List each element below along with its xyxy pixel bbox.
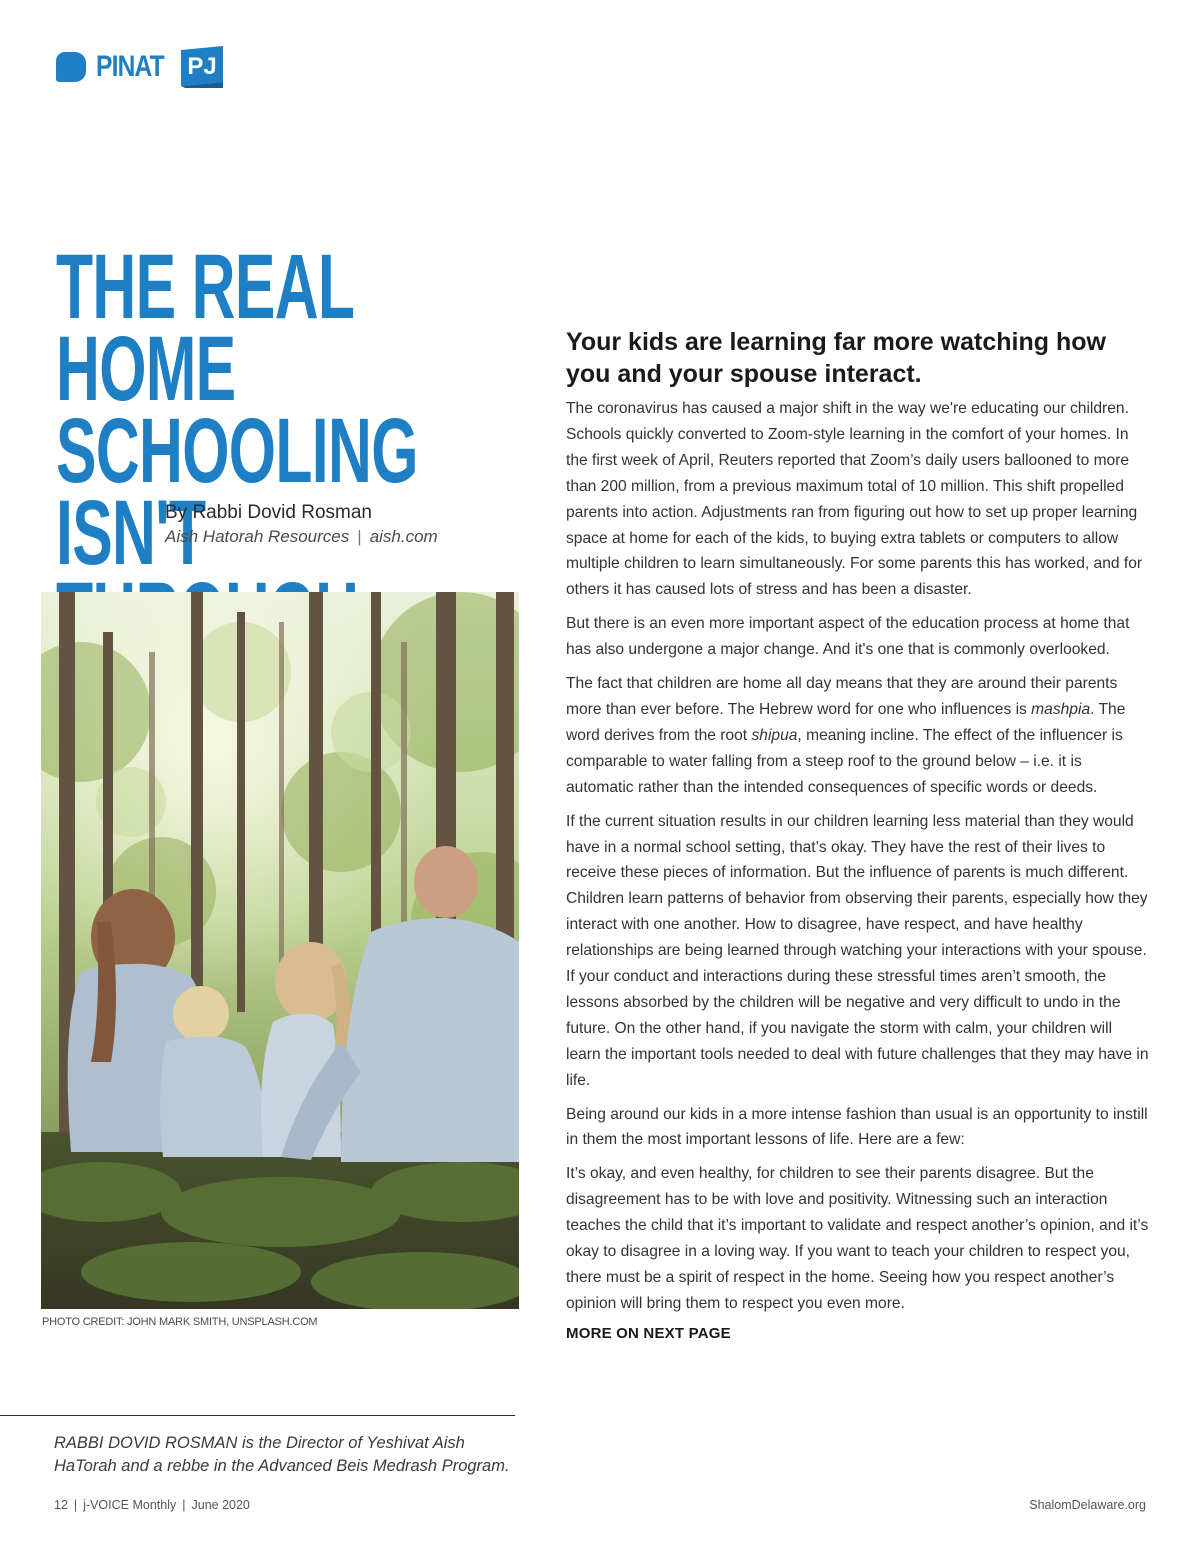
footer-separator: |	[182, 1498, 186, 1512]
author-affiliation	[165, 525, 438, 549]
organization-name: Aish Hatorah Resources	[165, 527, 350, 546]
footer-separator: |	[73, 1498, 78, 1512]
page-number: 12	[54, 1498, 68, 1512]
hebrew-term: mashpia	[1031, 700, 1091, 718]
byline-separator: |	[357, 527, 362, 546]
bio-divider	[0, 1415, 515, 1416]
family-forest-photo	[41, 592, 519, 1309]
speech-bubble-icon	[56, 52, 86, 82]
logo-wordmark: PINAT	[96, 50, 164, 83]
page-footer-info	[54, 1498, 250, 1512]
issue-date: June 2020	[191, 1498, 250, 1512]
author-name: By Rabbi Dovid Rosman	[165, 502, 372, 523]
article-paragraph: It’s okay, and even healthy, for children to see their parents disagree. But the disagreement has to be with love and positivity. Witnessing such an interaction teaches the child that it’s important to validate and respect another’s opinion, and it’s okay to disagree in a loving way. If you want to teach your children to respect you, there must be a spirit of respect in the home. Seeing how you respect another’s opinion will bring them to respect you even more.	[566, 1165, 1149, 1312]
photo-credit: PHOTO CREDIT: JOHN MARK SMITH, UNSPLASH.COM	[42, 1316, 318, 1328]
article-paragraph: If the current situation results in our children learning less material than they would have in a normal school setting, that’s okay. They have the rest of their lives to receive these pieces of information. But the influence of parents is much different. Children learn patterns of behavior from observing their parents, especially how they interact with one another. How to disagree, have respect, and have healthy relationships are being learned through watching your interactions with your spouse. If your conduct and interactions during these stressful times aren’t smooth, the lessons absorbed by the children will be negative and very difficult to undo in the future. On the other hand, if you navigate the storm with calm, your children will learn the important tools needed to deal with future challenges that they may have in life.	[566, 812, 1149, 1089]
organization-website[interactable]: aish.com	[369, 527, 438, 546]
paragraph-text: The fact that children are home all day means that they are around their parents more than ever before. The Hebrew word for one who influences is	[566, 675, 1118, 718]
logo-badge-text: PJ	[187, 53, 217, 80]
author-bio: RABBI DOVID ROSMAN is the Director of Yeshivat Aish HaTorah and a rebbe in the Advanced Beis Medrash Program.	[54, 1434, 510, 1475]
headline-line: SCHOOLING ISN'T	[56, 400, 418, 584]
article-subhead: Your kids are learning far more watching how you and your spouse interact.	[566, 328, 1106, 388]
article-paragraph: But there is an even more important aspect of the education process at home that has also undergone a major change. And it's one that is commonly overlooked.	[566, 615, 1130, 659]
publication-name: j-VOICE Monthly	[83, 1498, 177, 1512]
footer-website-link[interactable]: ShalomDelaware.org	[1029, 1498, 1146, 1512]
byline	[165, 501, 438, 549]
article-paragraph	[566, 671, 1150, 801]
pj-book-icon	[179, 46, 225, 88]
paragraph-text: . The word derives from the root	[566, 700, 1126, 744]
article-body	[566, 326, 1150, 1342]
continued-notice: MORE ON NEXT PAGE	[566, 1324, 731, 1342]
pinat-pj-logo	[56, 46, 225, 88]
headline-line: THE REAL HOME	[56, 236, 354, 420]
hebrew-term: shipua	[751, 726, 798, 744]
paragraph-text: , meaning incline. The effect of the influencer is comparable to water falling from a steep roof to the ground below – i.e. it is automatic rather than the intended consequences of specific words or deeds.	[566, 726, 1123, 796]
article-paragraph: Being around our kids in a more intense fashion than usual is an opportunity to instill in them the most important lessons of life. Here are a few:	[566, 1105, 1148, 1149]
article-paragraph: The coronavirus has caused a major shift in the way we're educating our children. Schools quickly converted to Zoom-style learning in the comfort of your homes. In the first week of April, Reuters reported that Zoom’s daily users ballooned to more than 200 million, from a previous maximum total of 10 million. This shift propelled parents into action. Adjustments ran from figuring out how to set up proper learning space at home for each of the kids, to buying extra tablets or computers to allow multiple children to learn simultaneously. For some parents this has worked, and for others it has caused lots of stress and has been a disaster.	[566, 400, 1143, 599]
